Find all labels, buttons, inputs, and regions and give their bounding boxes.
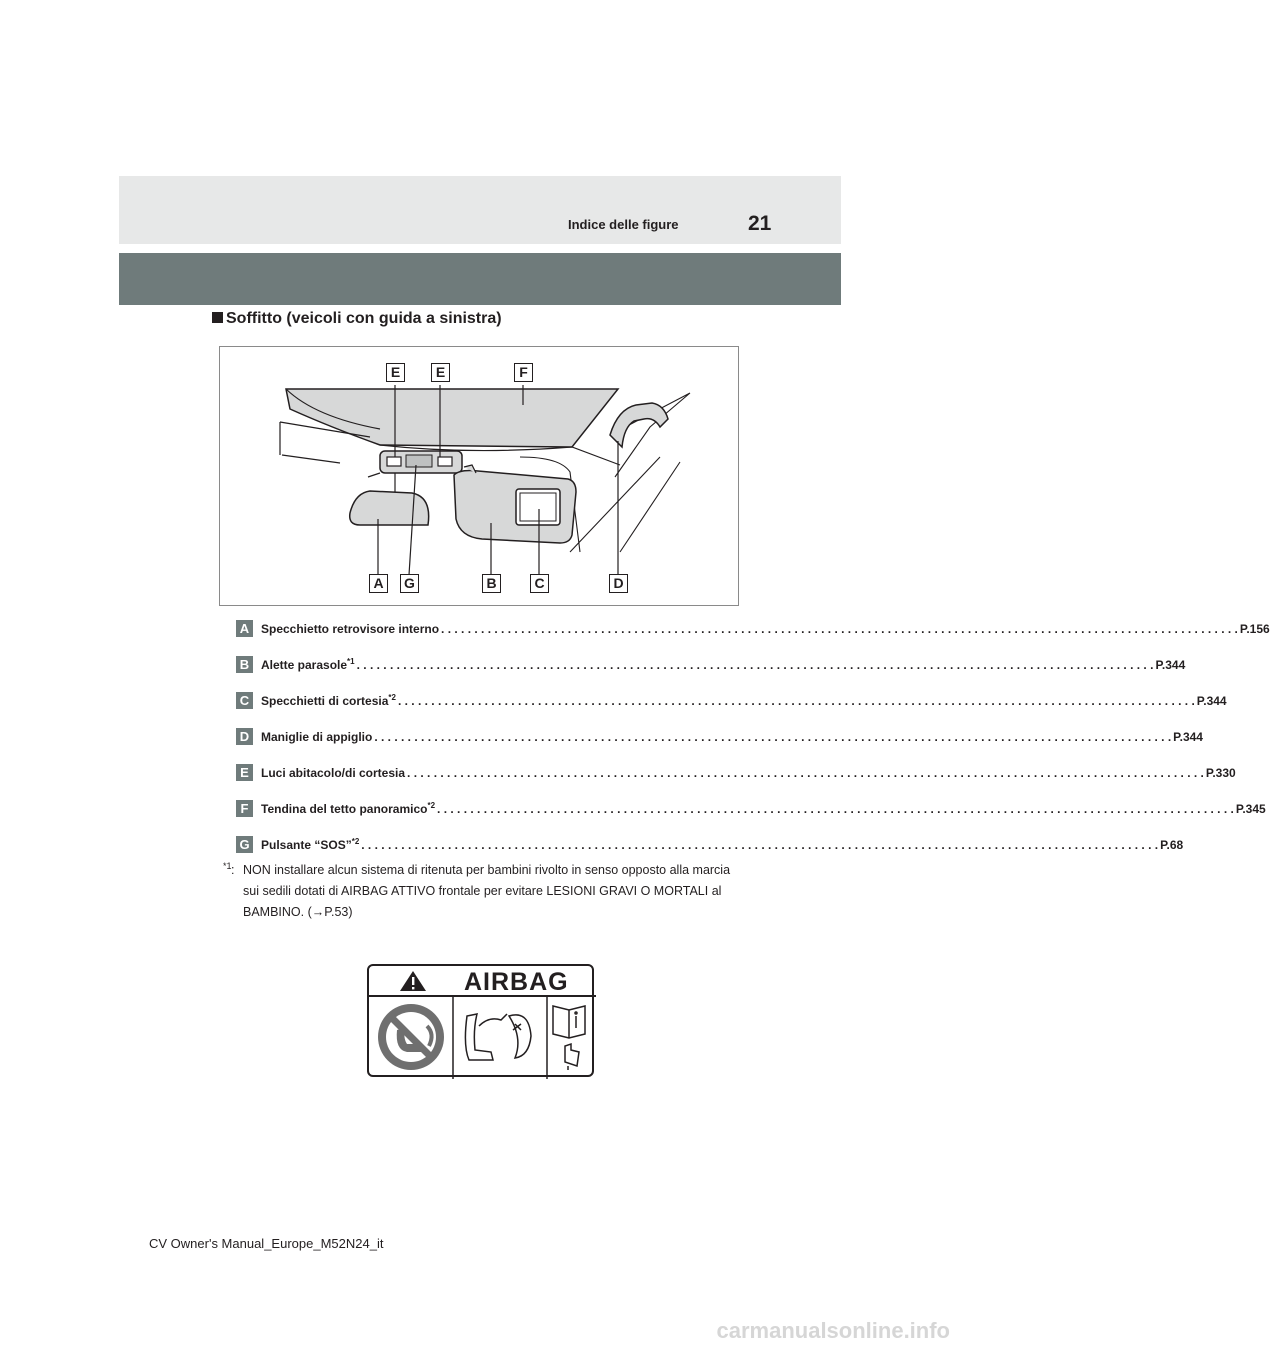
section-title: Indice delle figure (568, 217, 679, 232)
legend-key: G (236, 836, 253, 853)
leader-dots: . . . . . . . . . . . . . . . . . . . . . . . . . . . . . . . . . . . . . . . . . . . . . . . . . . . . . . . . . . . . . . . . . . . . . . . . . . . . . . . . . . . . . . . . . . . . . . . . . . . . . . . . . . . . . . . . . . . . . . . . (374, 730, 1172, 744)
callout-e-right: E (431, 363, 450, 382)
legend-label: Specchietti di cortesia (261, 694, 389, 708)
footnote-text: NON installare alcun sistema di ritenuta per bambini rivolto in senso opposto alla marcia sui sedili dotati di AIRBAG ATTIVO frontale per evitare LESIONI GRAVI O MORTALI al BAMBINO. (→P.53) (243, 863, 731, 919)
legend-page-ref: P.344 (1196, 694, 1227, 708)
callout-e-left: E (386, 363, 405, 382)
legend-label: Specchietto retrovisore interno (261, 622, 440, 636)
legend-key: F (236, 800, 253, 817)
ceiling-illustration (219, 346, 739, 606)
leader-dots: . . . . . . . . . . . . . . . . . . . . . . . . . . . . . . . . . . . . . . . . . . . . . . . . . . . . . . . . . . . . . . . . . . . . . . . . . . . . . . . . . . . . . . . . . . . . . . . . . . . . . . . . . . . . . . . . . . . . . . . . (441, 622, 1238, 636)
legend-label: Maniglie di appiglio (261, 730, 373, 744)
rear-view-mirror (350, 491, 429, 525)
legend-page-ref: P.345 (1235, 802, 1266, 816)
legend-key: D (236, 728, 253, 745)
legend-label: Luci abitacolo/di cortesia (261, 766, 406, 780)
vanity-mirror (516, 489, 560, 525)
square-bullet-icon (212, 312, 223, 323)
map-light-right (438, 457, 452, 466)
leader-dots: . . . . . . . . . . . . . . . . . . . . . . . . . . . . . . . . . . . . . . . . . . . . . . . . . . . . . . . . . . . . . . . . . . . . . . . . . . . . . . . . . . . . . . . . . . . . . . . . . . . . . . . . . . . . . . . . . . . . . . . . (397, 694, 1195, 708)
page-number: 21 (748, 212, 772, 235)
legend-item-g (236, 836, 1184, 856)
legend-item-f (236, 800, 1266, 820)
legend-label: Tendina del tetto panoramico (261, 802, 428, 816)
callout-f: F (514, 363, 533, 382)
manual-identifier: CV Owner's Manual_Europe_M52N24_it (149, 1236, 384, 1251)
legend-superscript: *2 (388, 693, 396, 702)
section-band (119, 253, 841, 305)
callout-a: A (369, 574, 388, 593)
legend-page-ref: P.68 (1160, 838, 1184, 852)
legend-superscript: *2 (351, 837, 360, 846)
legend-key: C (236, 692, 253, 709)
legend-page-ref: P.156 (1239, 622, 1270, 636)
legend-item-e (236, 764, 1236, 784)
callout-b: B (482, 574, 501, 593)
leader-dots: . . . . . . . . . . . . . . . . . . . . . . . . . . . . . . . . . . . . . . . . . . . . . . . . . . . . . . . . . . . . . . . . . . . . . . . . . . . . . . . . . . . . . . . . . . . . . . . . . . . . . . . . . . . . . . . . . . . . . . . . (407, 766, 1204, 780)
legend-key: B (236, 656, 253, 673)
legend-page-ref: P.344 (1173, 730, 1203, 744)
watermark: carmanualsonline.info (716, 1318, 950, 1343)
sos-button-panel (406, 455, 432, 467)
callout-d: D (609, 574, 628, 593)
legend-item-a (236, 620, 1270, 640)
ceiling-drawing (220, 347, 740, 607)
legend-key: E (236, 764, 253, 781)
leader-dots: . . . . . . . . . . . . . . . . . . . . . . . . . . . . . . . . . . . . . . . . . . . . . . . . . . . . . . . . . . . . . . . . . . . . . . . . . . . . . . . . . . . . . . . . . . . . . . . . . . . . . . . . . . . . . . . . . . . . . . . . (361, 838, 1159, 852)
legend-item-d (236, 728, 1203, 748)
legend-page-ref: P.344 (1155, 658, 1186, 672)
leader-dots: . . . . . . . . . . . . . . . . . . . . . . . . . . . . . . . . . . . . . . . . . . . . . . . . . . . . . . . . . . . . . . . . . . . . . . . . . . . . . . . . . . . . . . . . . . . . . . . . . . . . . . . . . . . . . . . . . . . . . . . . (437, 802, 1234, 816)
subheading (212, 310, 502, 328)
leader-dots: . . . . . . . . . . . . . . . . . . . . . . . . . . . . . . . . . . . . . . . . . . . . . . . . . . . . . . . . . . . . . . . . . . . . . . . . . . . . . . . . . . . . . . . . . . . . . . . . . . . . . . . . . . . . . . . . . . . . . . . . (356, 658, 1154, 672)
legend-label: Pulsante “SOS” (261, 838, 352, 852)
header-band (119, 176, 841, 244)
airbag-warning-label (367, 964, 594, 1077)
legend-key: A (236, 620, 253, 637)
subheading-text: Soffitto (veicoli con guida a sinistra) (226, 310, 502, 327)
legend-superscript: *1 (347, 657, 355, 666)
legend-item-c (236, 692, 1227, 712)
grab-handle (610, 403, 668, 447)
callout-g: G (400, 574, 419, 593)
callout-c: C (530, 574, 549, 593)
airbag-label-title: AIRBAG (464, 968, 569, 996)
legend-label: Alette parasole (261, 658, 348, 672)
read-manual-icon (553, 1006, 585, 1070)
footnote: *1 : NON installare alcun sistema di ritenuta per bambini rivolto in senso opposto alla marcia sui sedili dotati di AIRBAG ATTIVO frontale per evitare LESIONI GRAVI O MORTALI al BAMBINO. (→P.53) (223, 860, 743, 923)
seat-airbag-icon (465, 1014, 531, 1060)
legend-page-ref: P.330 (1205, 766, 1236, 780)
legend-item-b (236, 656, 1186, 676)
legend-superscript: *2 (427, 801, 436, 810)
footnote-mark: *1 (223, 861, 232, 871)
map-light-left (387, 457, 401, 466)
